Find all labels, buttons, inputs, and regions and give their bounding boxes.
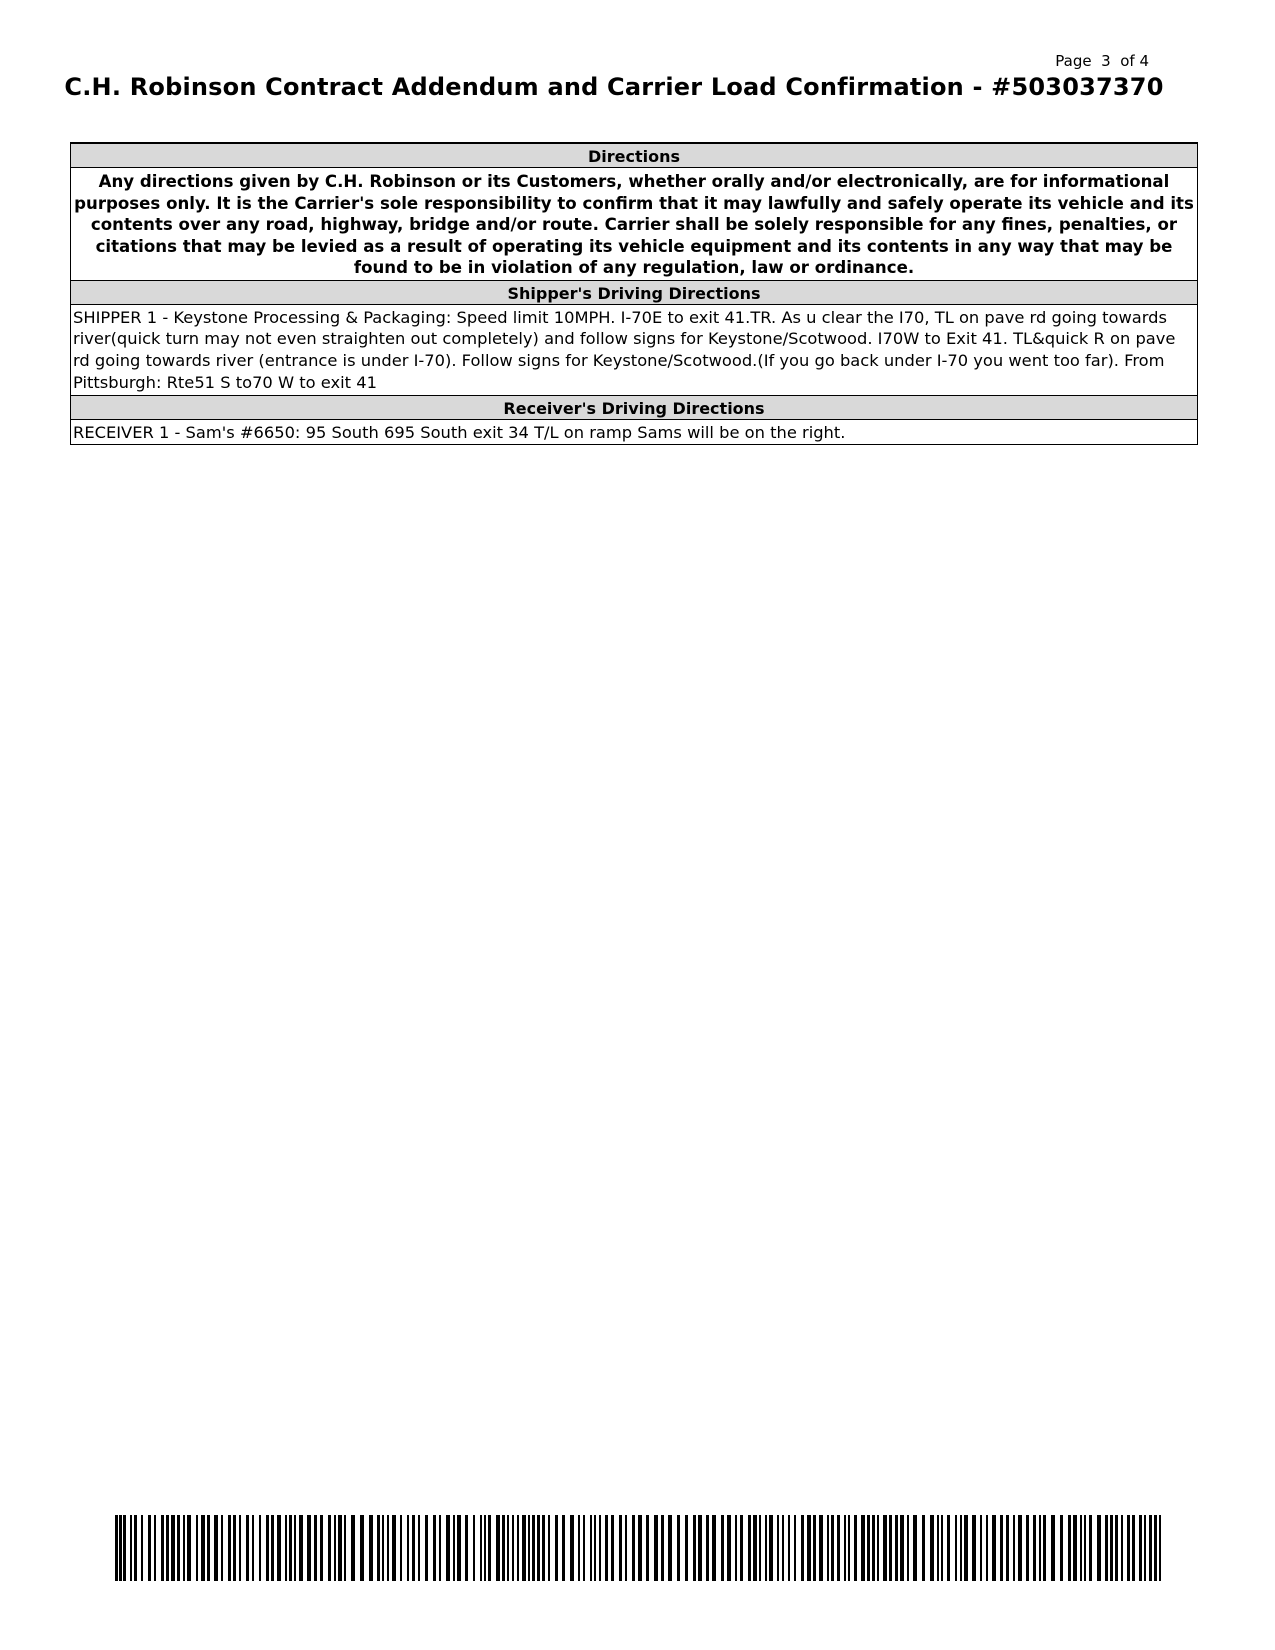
barcode-bar bbox=[854, 1515, 857, 1581]
barcode-bar bbox=[418, 1515, 420, 1581]
barcode-bar bbox=[177, 1515, 180, 1581]
barcode-bar bbox=[937, 1515, 939, 1581]
barcode-bar bbox=[1127, 1515, 1130, 1581]
barcode-bar bbox=[1115, 1515, 1118, 1581]
barcode-bar bbox=[351, 1515, 355, 1581]
barcode-bar bbox=[1154, 1515, 1157, 1581]
barcode-bar bbox=[425, 1515, 428, 1581]
barcode-bar bbox=[1060, 1515, 1063, 1581]
barcode-bar bbox=[769, 1515, 773, 1581]
barcode-bar bbox=[1159, 1515, 1161, 1581]
barcode-bar bbox=[941, 1515, 943, 1581]
barcode-bar bbox=[992, 1515, 996, 1581]
barcode-bar bbox=[307, 1515, 311, 1581]
barcode-bar bbox=[712, 1515, 716, 1581]
barcode-bar bbox=[748, 1515, 751, 1581]
barcode-bar bbox=[721, 1515, 724, 1581]
barcode-bar bbox=[214, 1515, 218, 1581]
barcode-bar bbox=[233, 1515, 236, 1581]
barcode-bar bbox=[488, 1515, 491, 1581]
barcode-bar bbox=[433, 1515, 436, 1581]
barcode-bar bbox=[187, 1515, 191, 1581]
barcode-bar bbox=[848, 1515, 850, 1581]
page-number: Page 3 of 4 bbox=[1055, 52, 1149, 70]
barcode-bar bbox=[507, 1515, 509, 1581]
barcode-bar bbox=[922, 1515, 925, 1581]
barcode-bar bbox=[947, 1515, 950, 1581]
barcode-bar bbox=[1043, 1515, 1046, 1581]
receiver-directions-text: RECEIVER 1 - Sam's #6650: 95 South 695 South exit 34 T/L on ramp Sams will be on the right. bbox=[73, 422, 846, 442]
barcode-bar bbox=[548, 1515, 550, 1581]
barcode-bar bbox=[1097, 1515, 1101, 1581]
barcode-bar bbox=[861, 1515, 865, 1581]
barcode-bar bbox=[980, 1515, 982, 1581]
barcode-bar bbox=[813, 1515, 816, 1581]
barcode-bar bbox=[1121, 1515, 1123, 1581]
barcode-bar bbox=[578, 1515, 580, 1581]
shipper-directions-text: SHIPPER 1 - Keystone Processing & Packaging: Speed limit 10MPH. I-70E to exit 41.TR. As u clear the I70, TL on pave rd going towards river(quick turn may not even straighten out completely) and follow signs for Keystone/Scotwood. I70W to Exit 41. TL&quick R on pave rd going towards river (entrance is under I-70). Follow signs for Keystone/Scotwood.(If you go back under I-70 you went too far). From Pittsburgh: Rte51 S to70 W to exit 41 bbox=[71, 305, 1197, 396]
barcode-bar bbox=[246, 1515, 249, 1581]
barcode-bar bbox=[913, 1515, 917, 1581]
barcode-bar bbox=[972, 1515, 976, 1581]
barcode-bar bbox=[457, 1515, 461, 1581]
receiver-directions-header: Receiver's Driving Directions bbox=[71, 396, 1197, 420]
barcode-bar bbox=[328, 1515, 331, 1581]
barcode-icon bbox=[115, 1515, 1163, 1581]
barcode-bar bbox=[115, 1515, 118, 1581]
barcode-bar bbox=[625, 1515, 627, 1581]
barcode-bar bbox=[285, 1515, 287, 1581]
barcode-bar bbox=[183, 1515, 185, 1581]
barcode-bar bbox=[1105, 1515, 1108, 1581]
barcode-bar bbox=[706, 1515, 709, 1581]
barcode-bar bbox=[727, 1515, 731, 1581]
barcode-bar bbox=[632, 1515, 635, 1581]
barcode-bar bbox=[827, 1515, 829, 1581]
barcode-bar bbox=[314, 1515, 317, 1581]
barcode-bar bbox=[1013, 1515, 1015, 1581]
barcode-bar bbox=[753, 1515, 757, 1581]
barcode-bar bbox=[819, 1515, 823, 1581]
barcode-bar bbox=[1039, 1515, 1041, 1581]
barcode-bar bbox=[334, 1515, 336, 1581]
barcode-bar bbox=[668, 1515, 672, 1581]
barcode-bar bbox=[407, 1515, 409, 1581]
barcode-bar bbox=[590, 1515, 592, 1581]
barcode-bar bbox=[611, 1515, 614, 1581]
barcode-bar bbox=[1110, 1515, 1113, 1581]
barcode-bar bbox=[161, 1515, 164, 1581]
barcode-bar bbox=[400, 1515, 402, 1581]
barcode-bar bbox=[221, 1515, 223, 1581]
barcode-bar bbox=[801, 1515, 804, 1581]
directions-disclaimer: Any directions given by C.H. Robinson or its Customers, whether orally and/or electronically, are for informational purposes only. It is the Carrier's sole responsibility to confirm that it may lawfully and safely operate its vehicle and its contents over any road, highway, bridge and/or route. Carrier shall be solely responsible for any fines, penalties, or citations that may be levied as a result of operating its vehicle equipment and its contents in any way that may be found to be in violation of any regulation, law or ordinance. bbox=[71, 168, 1197, 281]
barcode-bar bbox=[154, 1515, 156, 1581]
barcode-bar bbox=[930, 1515, 934, 1581]
barcode-bar bbox=[698, 1515, 702, 1581]
barcode-bar bbox=[986, 1515, 988, 1581]
directions-header: Directions bbox=[71, 144, 1197, 168]
barcode-bar bbox=[1000, 1515, 1003, 1581]
barcode-bar bbox=[502, 1515, 505, 1581]
barcode-bar bbox=[1051, 1515, 1055, 1581]
barcode-bar bbox=[1144, 1515, 1146, 1581]
barcode-bar bbox=[1033, 1515, 1036, 1581]
barcode-bar bbox=[171, 1515, 175, 1581]
barcode-bar bbox=[119, 1515, 122, 1581]
barcode-bar bbox=[522, 1515, 526, 1581]
barcode-bar bbox=[1139, 1515, 1142, 1581]
barcode-bar bbox=[439, 1515, 441, 1581]
barcode-bar bbox=[955, 1515, 957, 1581]
barcode-bar bbox=[807, 1515, 811, 1581]
barcode-bar bbox=[1073, 1515, 1077, 1581]
barcode-bar bbox=[166, 1515, 169, 1581]
barcode-bar bbox=[1149, 1515, 1152, 1581]
directions-table bbox=[70, 142, 1198, 445]
barcode-bar bbox=[271, 1515, 274, 1581]
document-title: C.H. Robinson Contract Addendum and Carrier Load Confirmation - #503037370 bbox=[64, 73, 1164, 101]
barcode-bar bbox=[594, 1515, 596, 1581]
barcode-bar bbox=[765, 1515, 767, 1581]
barcode-bar bbox=[532, 1515, 535, 1581]
barcode-bar bbox=[570, 1515, 574, 1581]
barcode-bar bbox=[1006, 1515, 1009, 1581]
barcode-bar bbox=[1132, 1515, 1135, 1581]
barcode-bar bbox=[201, 1515, 205, 1581]
barcode-bar bbox=[512, 1515, 514, 1581]
barcode-bar bbox=[369, 1515, 373, 1581]
barcode-bar bbox=[266, 1515, 269, 1581]
barcode-bar bbox=[782, 1515, 784, 1581]
barcode-bar bbox=[141, 1515, 143, 1581]
barcode-bar bbox=[872, 1515, 875, 1581]
barcode-bar bbox=[360, 1515, 364, 1581]
barcode-bar bbox=[277, 1515, 281, 1581]
barcode-bar bbox=[685, 1515, 688, 1581]
barcode-bar bbox=[289, 1515, 292, 1581]
barcode-bar bbox=[900, 1515, 904, 1581]
barcode-bar bbox=[259, 1515, 261, 1581]
barcode-bar bbox=[299, 1515, 303, 1581]
barcode-bar bbox=[646, 1515, 649, 1581]
barcode-bar bbox=[1084, 1515, 1086, 1581]
barcode-bar bbox=[453, 1515, 455, 1581]
barcode-bar bbox=[759, 1515, 761, 1581]
barcode-bar bbox=[960, 1515, 962, 1581]
barcode-bar bbox=[844, 1515, 846, 1581]
barcode-bar bbox=[907, 1515, 909, 1581]
barcode-bar bbox=[387, 1515, 389, 1581]
barcode-bar bbox=[794, 1515, 796, 1581]
barcode-bar bbox=[134, 1515, 137, 1581]
barcode-bar bbox=[895, 1515, 898, 1581]
barcode-bar bbox=[889, 1515, 892, 1581]
barcode-bar bbox=[130, 1515, 132, 1581]
barcode-bar bbox=[867, 1515, 870, 1581]
barcode-bar bbox=[788, 1515, 790, 1581]
barcode-bar bbox=[693, 1515, 696, 1581]
barcode-bar bbox=[480, 1515, 482, 1581]
barcode-bar bbox=[542, 1515, 545, 1581]
barcode-bar bbox=[1089, 1515, 1092, 1581]
barcode-bar bbox=[412, 1515, 415, 1581]
barcode-bar bbox=[661, 1515, 664, 1581]
barcode-bar bbox=[605, 1515, 608, 1581]
barcode-bar bbox=[1018, 1515, 1022, 1581]
barcode-bar bbox=[677, 1515, 680, 1581]
barcode-bar bbox=[473, 1515, 475, 1581]
barcode-bar bbox=[877, 1515, 879, 1581]
barcode-bar bbox=[148, 1515, 151, 1581]
barcode-bar bbox=[344, 1515, 346, 1581]
barcode-bar bbox=[1080, 1515, 1082, 1581]
barcode-bar bbox=[123, 1515, 126, 1581]
barcode-bar bbox=[562, 1515, 565, 1581]
barcode-bar bbox=[1026, 1515, 1029, 1581]
barcode-bar bbox=[883, 1515, 887, 1581]
barcode-bar bbox=[837, 1515, 840, 1581]
barcode-bar bbox=[654, 1515, 658, 1581]
barcode-bar bbox=[735, 1515, 737, 1581]
barcode-bar bbox=[777, 1515, 779, 1581]
barcode-bar bbox=[619, 1515, 622, 1581]
barcode-bar bbox=[964, 1515, 968, 1581]
barcode-bar bbox=[320, 1515, 323, 1581]
barcode-bar bbox=[496, 1515, 500, 1581]
barcode-bar bbox=[537, 1515, 540, 1581]
barcode-bar bbox=[338, 1515, 342, 1581]
barcode-bar bbox=[638, 1515, 642, 1581]
barcode-bar bbox=[555, 1515, 558, 1581]
barcode-bar bbox=[599, 1515, 601, 1581]
barcode-bar bbox=[831, 1515, 834, 1581]
shipper-directions-header: Shipper's Driving Directions bbox=[71, 281, 1197, 305]
barcode-bar bbox=[382, 1515, 384, 1581]
barcode-bar bbox=[392, 1515, 396, 1581]
barcode-bar bbox=[196, 1515, 198, 1581]
barcode-bar bbox=[252, 1515, 254, 1581]
barcode-bar bbox=[484, 1515, 486, 1581]
barcode-bar bbox=[465, 1515, 468, 1581]
barcode-bar bbox=[207, 1515, 210, 1581]
barcode-bar bbox=[1068, 1515, 1071, 1581]
barcode-bar bbox=[583, 1515, 585, 1581]
barcode-bar bbox=[228, 1515, 231, 1581]
barcode-bar bbox=[294, 1515, 296, 1581]
barcode-bar bbox=[377, 1515, 380, 1581]
barcode-bar bbox=[446, 1515, 450, 1581]
barcode-bar bbox=[740, 1515, 743, 1581]
barcode-bar bbox=[239, 1515, 241, 1581]
barcode-bar bbox=[528, 1515, 530, 1581]
barcode-bar bbox=[517, 1515, 519, 1581]
